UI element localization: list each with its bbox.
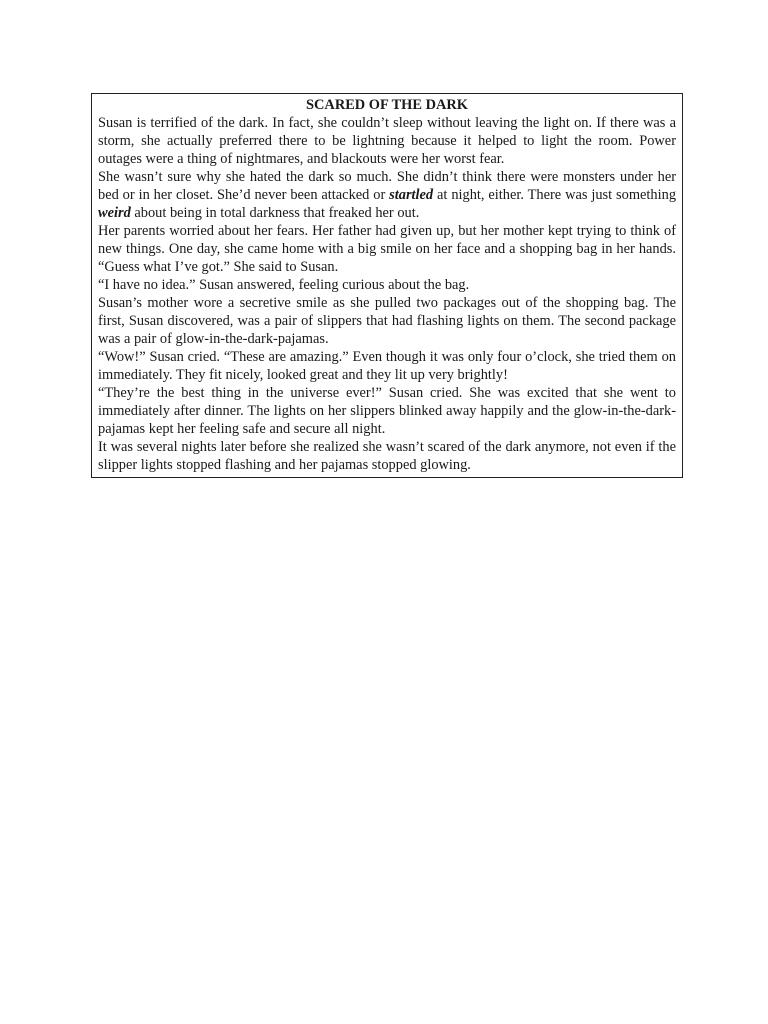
story-box xyxy=(91,93,683,478)
story-paragraph-5: Susan’s mother wore a secretive smile as she pulled two packages out of the shopping bag. The first, Susan discovered, was a pair of slippers that had flashing lights on them. The second package was a pair of glow-in-the-dark-pajamas. xyxy=(98,295,676,347)
story-paragraph-3: Her parents worried about her fears. Her father had given up, but her mother kept trying to think of new things. One day, she came home with a big smile on her face and a shopping bag in her hands. “Guess what I’ve got.” She said to Susan. xyxy=(98,223,676,275)
emphasized-word-startled: startled xyxy=(389,187,434,203)
story-paragraph-6: “Wow!” Susan cried. “These are amazing.” Even though it was only four o’clock, she tried them on immediately. They fit nicely, looked great and they lit up very brightly! xyxy=(98,349,676,383)
story-paragraph-8: It was several nights later before she realized she wasn’t scared of the dark anymore, not even if the slipper lights stopped flashing and her pajamas stopped glowing. xyxy=(98,439,676,473)
story-paragraph-2-part-2: at night, either. There was just something xyxy=(433,187,677,203)
story-title: SCARED OF THE DARK xyxy=(306,97,468,113)
story-paragraph-1: Susan is terrified of the dark. In fact, she couldn’t sleep without leaving the light on. If there was a storm, she actually preferred there to be lightning because it helped to light the room. Power outages were a thing of nightmares, and blackouts were her worst fear. xyxy=(98,115,676,167)
emphasized-word-weird: weird xyxy=(98,205,131,221)
story-paragraph-2 xyxy=(98,168,676,222)
story-paragraph-4: “I have no idea.” Susan answered, feeling curious about the bag. xyxy=(98,277,470,293)
story-paragraph-2-part-3: about being in total darkness that freaked her out. xyxy=(130,205,420,221)
story-paragraph-2-part-1: She wasn’t sure why she hated the dark so much. She didn’t think there were monsters under her bed or in her closet. She’d never been attacked or xyxy=(98,169,676,203)
story-paragraph-7: “They’re the best thing in the universe ever!” Susan cried. She was excited that she went to immediately after dinner. The lights on her slippers blinked away happily and the glow-in-the-dark-pajamas kept her feeling safe and secure all night. xyxy=(98,385,676,437)
